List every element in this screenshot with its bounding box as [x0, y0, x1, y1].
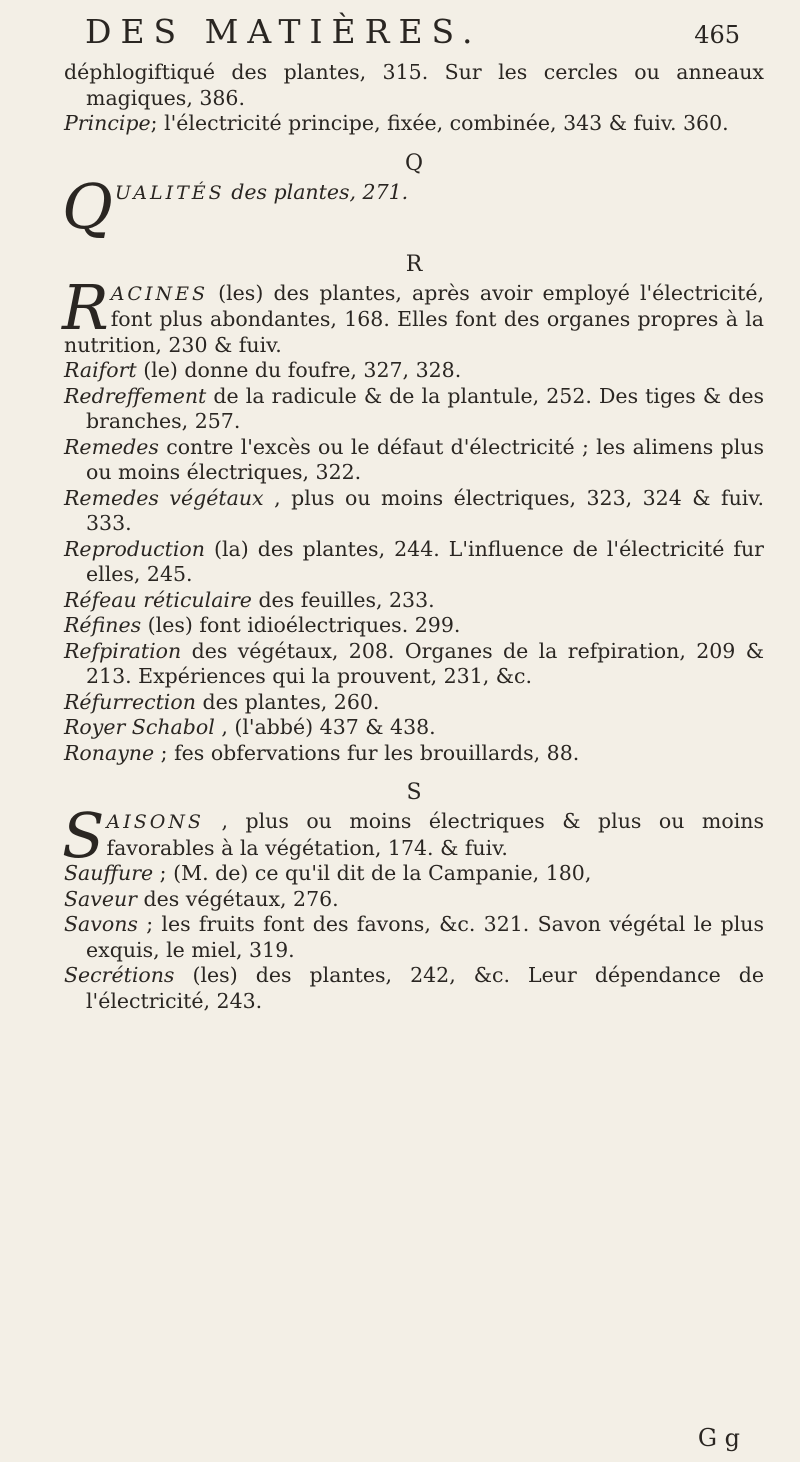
index-entry — [64, 861, 764, 887]
entry-text: des végétaux, 276. — [143, 886, 339, 911]
entry-term: Réfines — [64, 613, 142, 637]
entry-text: des plantes, 260. — [202, 689, 380, 714]
section-r-entry — [62, 270, 764, 359]
index-entry — [64, 639, 764, 690]
entry-text: (les) des plantes, après avoir employé l'électricité, font plus abondantes, 168. Elles font des organes propres à la nutrition, 230 & fuiv. — [64, 280, 764, 357]
page-header — [85, 12, 740, 51]
entry-term: Ronayne — [64, 740, 155, 765]
entry-term: Saveur — [64, 886, 137, 911]
index-body — [64, 60, 764, 1014]
entry-text: ; fes obfervations fur les brouillards, 88. — [160, 740, 580, 765]
entry-text: des feuilles, 233. — [258, 587, 435, 612]
entry-term: Royer Schabol — [64, 715, 215, 739]
page-number: 465 — [694, 21, 740, 49]
index-entry — [64, 613, 764, 639]
entry-term: Remedes — [64, 434, 159, 459]
entries-s — [64, 861, 764, 1014]
entry-term: Secrétions — [64, 963, 175, 987]
entry-text: ; (M. de) ce qu'il dit de la Campanie, 180, — [159, 861, 592, 885]
section-q-entry — [62, 169, 764, 243]
index-entry — [64, 537, 764, 588]
entry-term: Redreffement — [64, 383, 207, 408]
running-head: DES MATIÈRES. — [85, 12, 482, 51]
entry-text: des plantes, 271. — [231, 179, 409, 204]
entry-text: ; l'électricité principe, fixée, combinée, 343 & fuiv. 360. — [150, 111, 729, 135]
entry-term: Savons — [64, 912, 138, 936]
section-letter-r: R — [405, 251, 423, 277]
index-entry: déphlogiftiqué des plantes, 315. Sur les cercles ou anneaux magiques, 386. — [64, 60, 764, 110]
section-letter-s: S — [406, 780, 422, 805]
entry-text: de la radicule & de la plantule, 252. Des tiges & des branches, 257. — [86, 383, 764, 433]
entry-text: , plus ou moins électriques, 323, 324 & fuiv. 333. — [86, 485, 764, 535]
entry-term: Raifort — [64, 358, 137, 382]
entry-term: AISONS — [106, 811, 204, 833]
entry-term: Réfeau réticulaire — [64, 587, 252, 612]
entry-text: (les) font idioélectriques. 299. — [147, 613, 461, 637]
index-entry — [64, 358, 764, 384]
entry-term: UALITÉS — [114, 181, 225, 204]
index-entry — [64, 588, 764, 614]
signature-mark: G g — [697, 1424, 740, 1452]
entry-term: Principe — [64, 111, 151, 135]
index-entry — [64, 741, 764, 767]
drop-cap: S — [62, 799, 105, 872]
entry-term: Reproduction — [64, 536, 205, 561]
drop-cap: R — [62, 270, 109, 344]
entry-term: Réfurrection — [64, 689, 196, 714]
entry-text: , plus ou moins électriques & plus ou moins favorables à la végétation, 174. & fuiv. — [106, 809, 764, 860]
entry-term: Sauffure — [64, 861, 154, 885]
section-letter-q: Q — [404, 150, 424, 176]
index-entry — [64, 715, 764, 741]
index-entry — [64, 690, 764, 716]
entry-text: , (l'abbé) 437 & 438. — [221, 715, 436, 739]
index-entry — [64, 384, 764, 435]
index-entry — [64, 912, 764, 963]
entry-text: (les) des plantes, 242, &c. Leur dépendance de l'électricité, 243. — [86, 963, 764, 1013]
entry-text: (le) donne du foufre, 327, 328. — [143, 358, 462, 382]
index-entry — [64, 887, 764, 913]
entry-term: Remedes végétaux — [64, 485, 264, 510]
index-entry — [64, 486, 764, 537]
index-entry — [64, 111, 764, 137]
entry-text: (la) des plantes, 244. L'influence de l'électricité fur elles, 245. — [86, 536, 764, 586]
entry-text: ; les fruits font des favons, &c. 321. Savon végétal le plus exquis, le miel, 319. — [86, 912, 764, 962]
entry-term: ACINES — [110, 282, 208, 305]
entry-text: des végétaux, 208. Organes de la refpiration, 209 & 213. Expériences qui la prouvent, 231, &c. — [86, 638, 764, 688]
section-s-entry — [62, 799, 764, 872]
index-entry — [64, 963, 764, 1014]
index-entry — [64, 435, 764, 486]
drop-cap: Q — [62, 169, 113, 243]
entries-r — [64, 358, 764, 766]
entry-term: Refpiration — [64, 638, 182, 663]
entry-text: contre l'excès ou le défaut d'électricité ; les alimens plus ou moins électriques, 322. — [86, 434, 764, 484]
